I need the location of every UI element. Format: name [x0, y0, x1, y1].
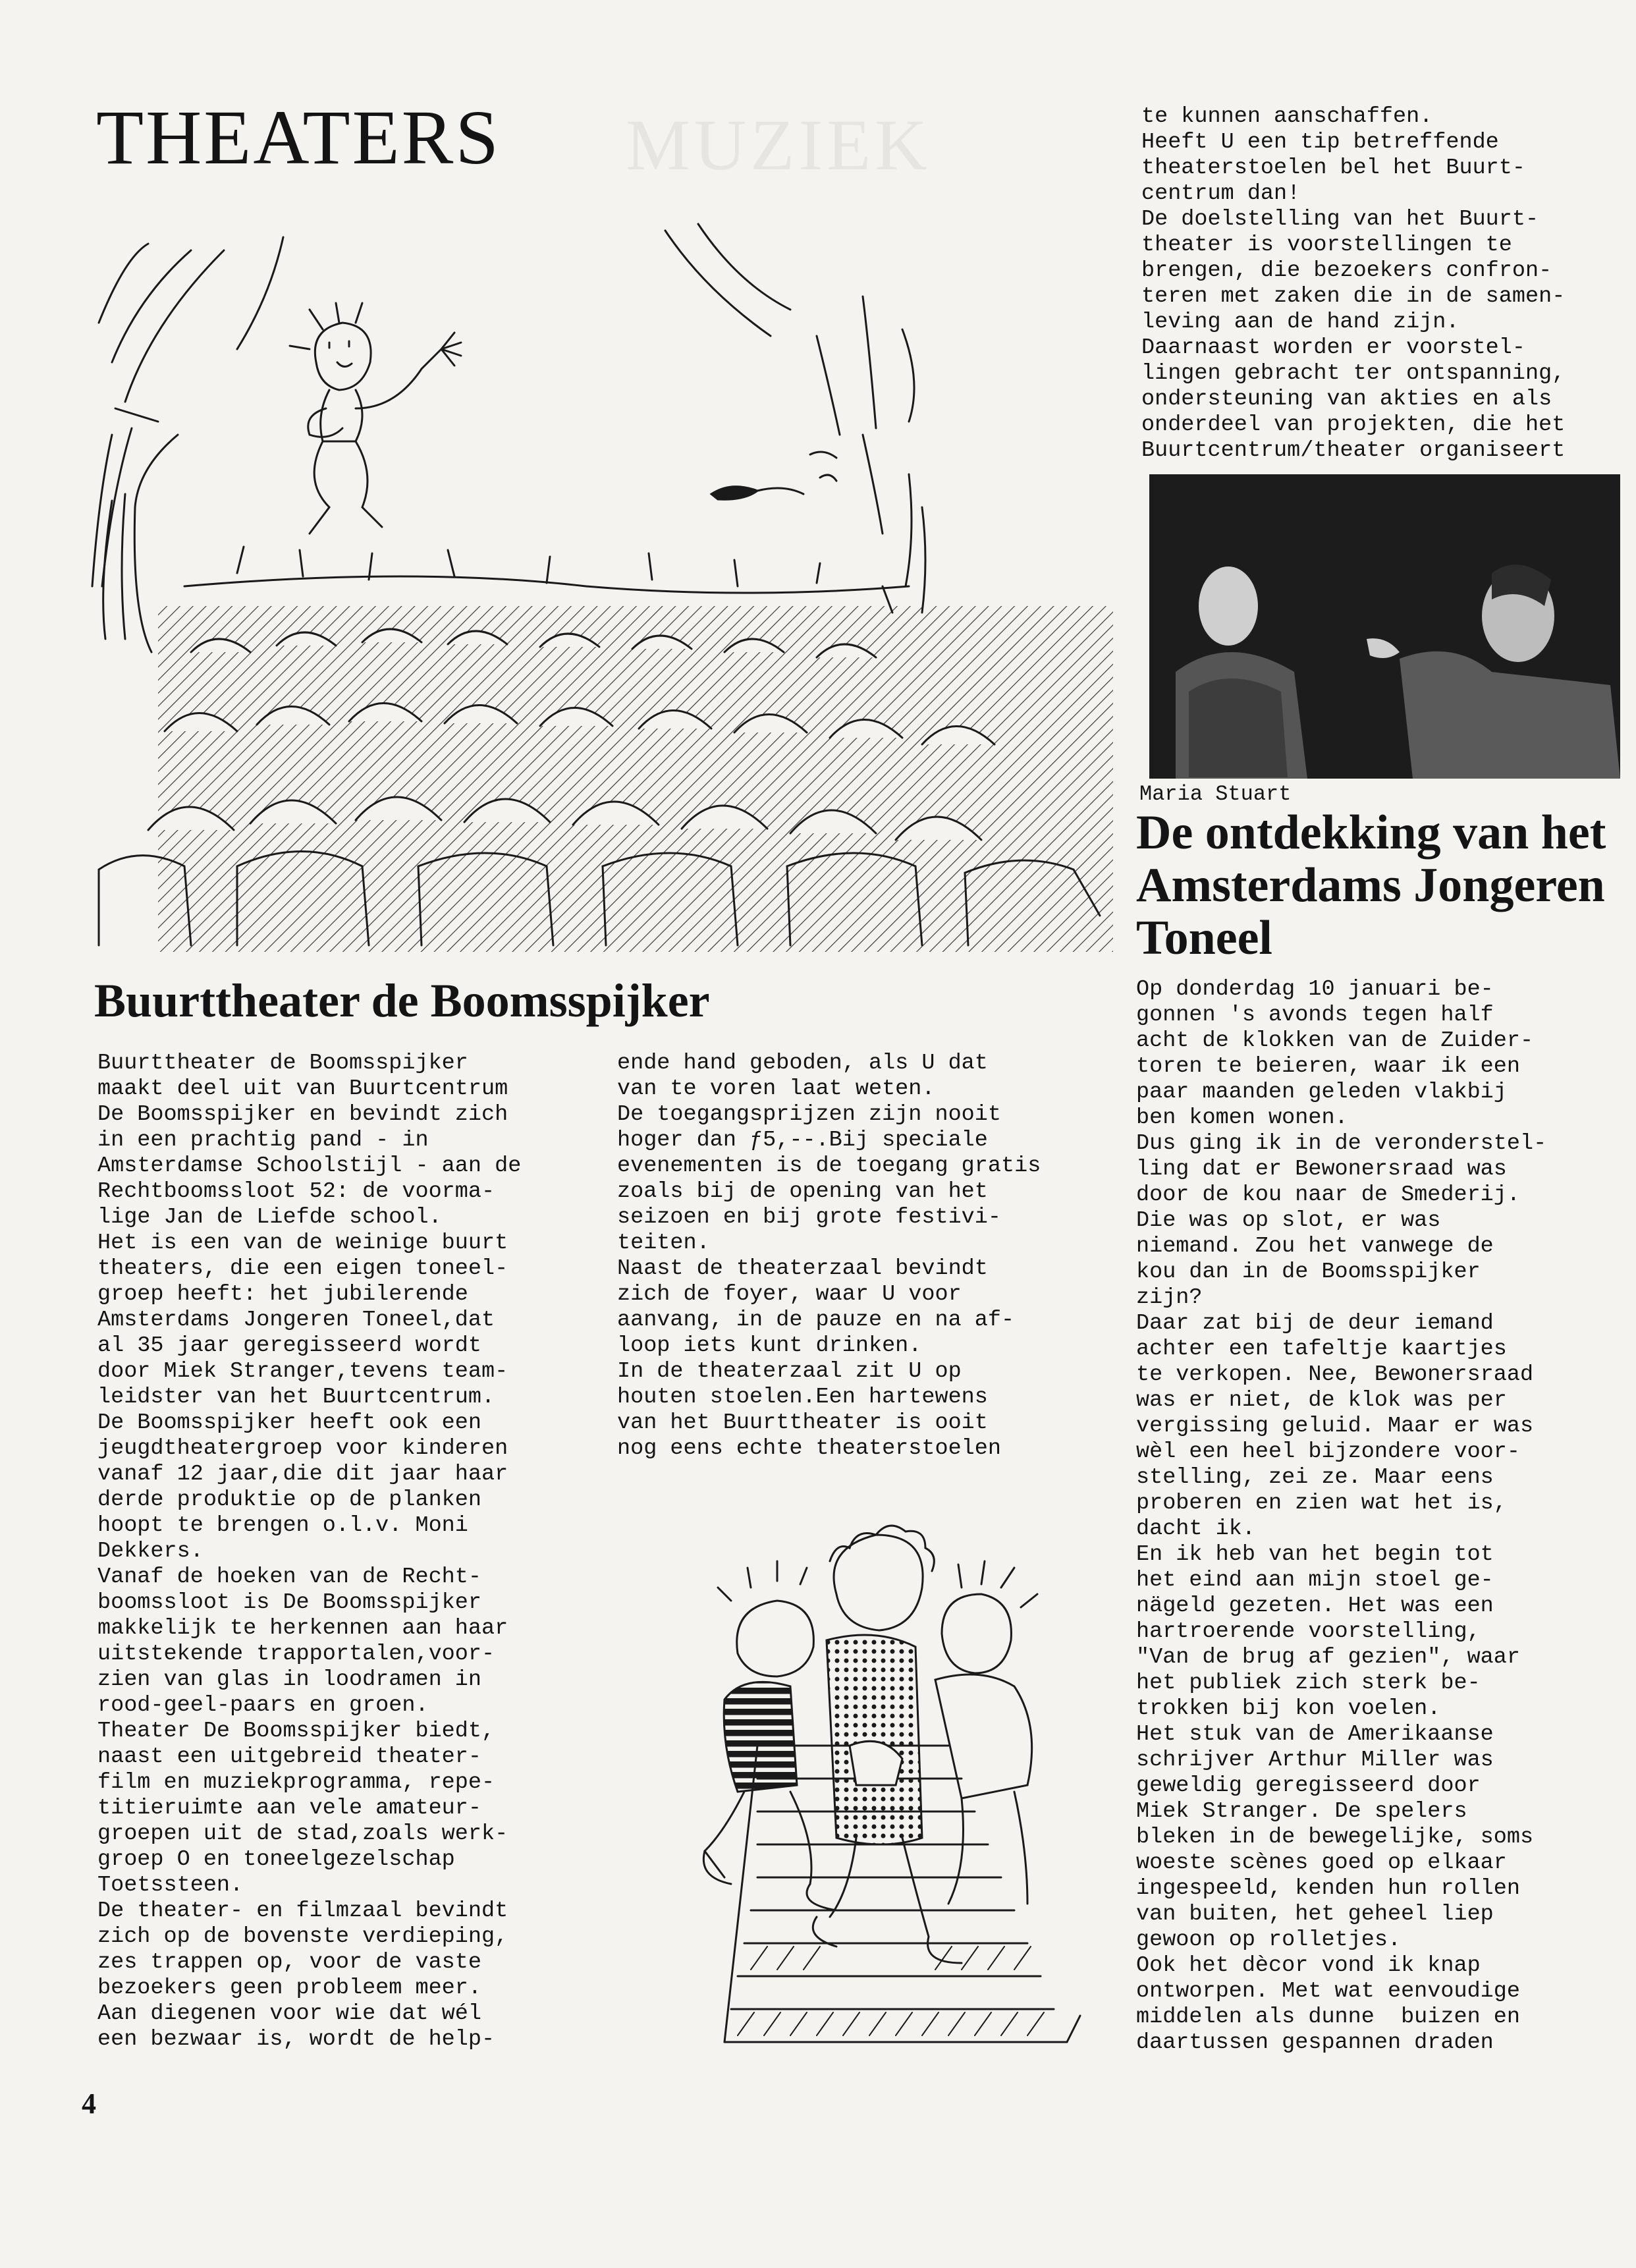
- people-on-stairs-illustration: [685, 1508, 1093, 2055]
- article-column-2: ende hand geboden, als U dat van te voren laat weten. De toegangsprijzen zijn nooit hoger dan ƒ5,--.Bij speciale evenementen is de toegang gratis zoals bij de opening van het seizoen en bij grote festivi- teiten. Naast de theaterzaal bevindt zich de foyer, waar U voor aanvang, in de pauze en na af- loop iets kunt drinken. In de theaterzaal zit U op houten stoelen.Een hartewens van het Buurttheater is ooit nog eens echte theaterstoelen: [617, 1051, 1041, 1461]
- article-headline-boomsspijker: Buurttheater de Boomsspijker: [94, 974, 710, 1027]
- photo-caption: Maria Stuart: [1139, 782, 1292, 806]
- theater-audience-illustration: [86, 217, 1113, 952]
- article-column-3: te kunnen aanschaffen. Heeft U een tip betreffende theaterstoelen bel het Buurt- centrum dan! De doelstelling van het Buurt- theater is voorstellingen te brengen, die bezoekers confron- teren met zaken die in de samen- leving aan de hand zijn. Daarnaast worden er voorstel- lingen gebracht ter ontspanning, ondersteuning van akties en als onderdeel van projekten, die het Buurtcentrum/theater organiseert: [1141, 104, 1566, 463]
- article-column-1: Buurttheater de Boomsspijker maakt deel uit van Buurtcentrum De Boomsspijker en bevindt zich in een prachtig pand - in Amsterdamse Schoolstijl - aan de Rechtboomssloot 52: de voorma- lige Jan de Liefde school. Het is een van de weinige buurt theaters, die een eigen toneel- groep heeft: het jubilerende Amsterdams Jongeren Toneel,dat al 35 jaar geregisseerd wordt door Miek Stranger,tevens team- leidster van het Buurtcentrum. De Boomsspijker heeft ook een jeugdtheatergroep voor kinderen vanaf 12 jaar,die dit jaar haar derde produktie op de planken hoopt te brengen o.l.v. Moni Dekkers. Vanaf de hoeken van de Recht- boomssloot is De Boomsspijker makkelijk te herkennen aan haar uitstekende trapportalen,voor- zien van glas in loodramen in rood-geel-paars en groen. Theater De Boomsspijker biedt, naast een uitgebreid theater- film en muziekprogramma, repe- titieruimte aan vele amateur- groepen uit de stad,zoals werk- groep O en toneelgezelschap Toetssteen. De theater- en filmzaal bevindt zich op de bovenste verdieping, zes trappen op, voor de vaste bezoekers geen probleem meer. Aan diegenen voor wie dat wél een bezwaar is, wordt de help-: [97, 1051, 522, 2052]
- article-body-review: Op donderdag 10 januari be- gonnen 's avonds tegen half acht de klokken van de Zuider- toren te beieren, waar ik een paar maanden geleden vlakbij ben komen wonen. Dus ging ik in de veronderstel- ling dat er Bewonersraad was door de kou naar de Smederij. Die was op slot, er was niemand. Zou het vanwege de kou dan in de Boomsspijker zijn? Daar zat bij de deur iemand achter een tafeltje kaartjes te verkopen. Nee, Bewonersraad was er niet, de klok was per vergissing geluid. Maar er was wèl een heel bijzondere voor- stelling, zei ze. Maar eens proberen en zien wat het is, dacht ik. En ik heb van het begin tot het eind aan mijn stoel ge- nägeld gezeten. Het was een hartroerende voorstelling, "Van de brug af gezien", waar het publiek zich sterk be- trokken bij kon voelen. Het stuk van de Amerikaanse schrijver Arthur Miller was geweldig geregisseerd door Miek Stranger. De spelers bleken in de bewegelijke, soms woeste scènes goed op elkaar ingespeeld, kenden hun rollen van buiten, het geheel liep gewoon op rolletjes. Ook het dècor vond ik knap ontworpen. Met wat eenvoudige middelen als dunne buizen en daartussen gespannen draden: [1136, 977, 1547, 2055]
- show-through-heading: MUZIEK: [626, 105, 931, 185]
- page-title: THEATERS: [96, 94, 501, 180]
- article-headline-jongeren-toneel: De ontdekking van het Amsterdams Jongeren Toneel: [1136, 806, 1606, 965]
- page-number: 4: [82, 2088, 96, 2120]
- maria-stuart-photo: [1149, 474, 1620, 779]
